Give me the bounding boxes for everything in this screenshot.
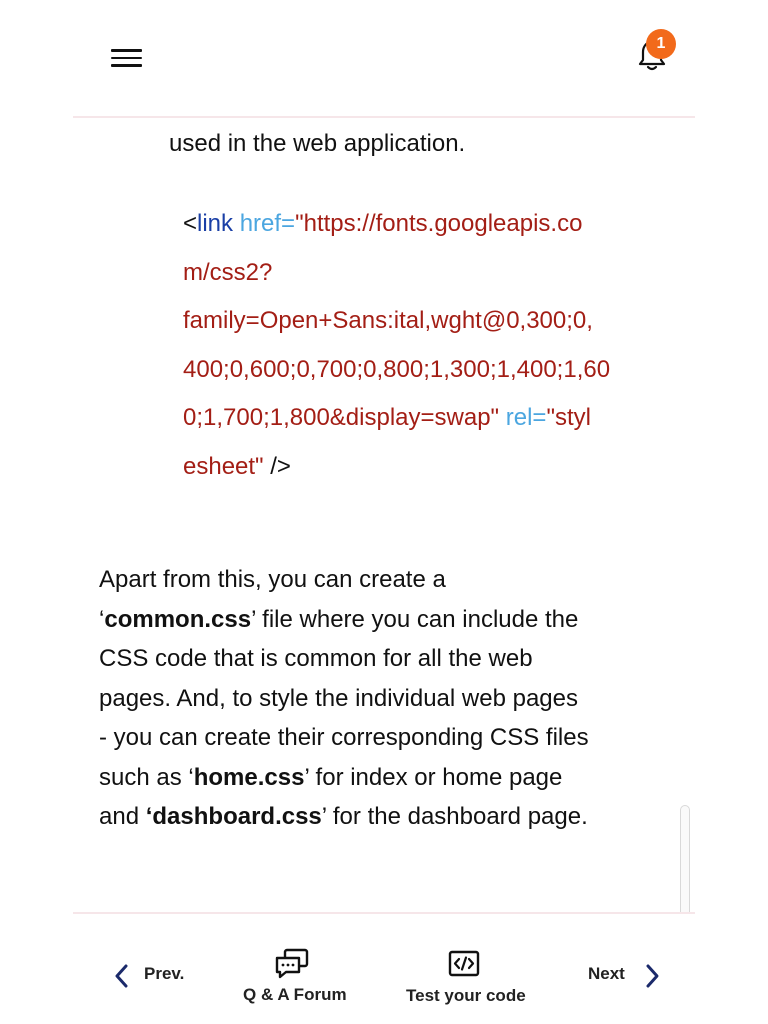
test-code-label: Test your code — [406, 986, 526, 1005]
description-line — [99, 797, 679, 837]
code-line — [183, 249, 673, 298]
hamburger-menu-icon[interactable] — [104, 40, 148, 76]
next-label: Next — [588, 964, 625, 983]
code-line — [183, 443, 673, 492]
description-text: ’ for index or home page — [304, 763, 563, 791]
notification-button[interactable] — [628, 28, 686, 80]
lesson-content — [0, 118, 768, 912]
code-token-tag: link — [197, 210, 234, 237]
chat-bubbles-icon — [274, 948, 310, 980]
footer-divider — [73, 912, 695, 914]
intro-text: used in the web application. — [169, 130, 466, 157]
description-line — [99, 758, 679, 798]
code-token-val: "styl — [546, 404, 591, 431]
description-line — [99, 718, 679, 758]
description-text: - you can create their corresponding CSS files — [99, 724, 589, 751]
bold-filename: ‘dashboard.css — [145, 803, 322, 830]
top-bar — [0, 0, 768, 116]
code-icon — [448, 950, 480, 978]
code-token-punct — [233, 210, 240, 237]
qa-forum-button[interactable] — [232, 946, 360, 1010]
code-snippet — [183, 200, 673, 491]
code-token-attr: href= — [239, 210, 296, 237]
description-line — [99, 600, 679, 640]
prev-button[interactable] — [104, 956, 214, 996]
code-token-val: family=Open+Sans:ital,wght@0,300;0, — [183, 307, 593, 334]
code-line — [183, 200, 673, 249]
test-code-button[interactable] — [398, 946, 538, 1010]
chevron-right-icon — [640, 962, 664, 990]
description-text: ’ for the dashboard page. — [321, 803, 588, 830]
next-button[interactable] — [580, 956, 680, 996]
description-text: pages. And, to style the individual web pages — [99, 684, 578, 712]
qa-forum-label: Q & A Forum — [243, 985, 347, 1004]
code-token-val: m/css2? — [183, 258, 273, 286]
bottom-navigation — [0, 930, 768, 1024]
description-text: ‘ — [99, 605, 105, 633]
chevron-left-icon — [110, 962, 134, 990]
description-line — [99, 560, 679, 600]
description-paragraph — [99, 560, 679, 837]
code-token-val: 0;1,700;1,800&display=swap" — [183, 404, 500, 431]
code-token-punct: < — [183, 210, 198, 237]
description-text: such as ‘ — [99, 763, 194, 791]
code-line — [183, 297, 673, 346]
description-text: and — [99, 803, 146, 830]
description-text: ’ file where you can include the — [251, 605, 579, 633]
menu-line — [111, 49, 142, 52]
code-token-val: "https://fonts.googleapis.co — [295, 210, 583, 237]
description-line — [99, 639, 679, 679]
menu-line — [111, 57, 142, 60]
code-token-punct — [499, 404, 506, 431]
prev-label: Prev. — [144, 964, 185, 983]
code-token-attr: rel= — [505, 404, 547, 431]
notification-badge: 1 — [646, 29, 676, 59]
description-text: CSS code that is common for all the web — [99, 645, 533, 672]
menu-line — [111, 64, 142, 67]
content-scrollbar[interactable] — [680, 805, 690, 912]
description-line — [99, 679, 679, 719]
code-token-val: 400;0,600;0,700;0,800;1,300;1,400;1,60 — [183, 355, 611, 383]
code-token-val: esheet" — [183, 452, 264, 480]
code-token-punct: /> — [263, 452, 291, 480]
bold-filename: home.css — [193, 763, 305, 791]
bold-filename: common.css — [104, 605, 252, 633]
code-line — [183, 346, 673, 395]
description-text: Apart from this, you can create a — [99, 566, 446, 593]
code-line — [183, 394, 673, 443]
